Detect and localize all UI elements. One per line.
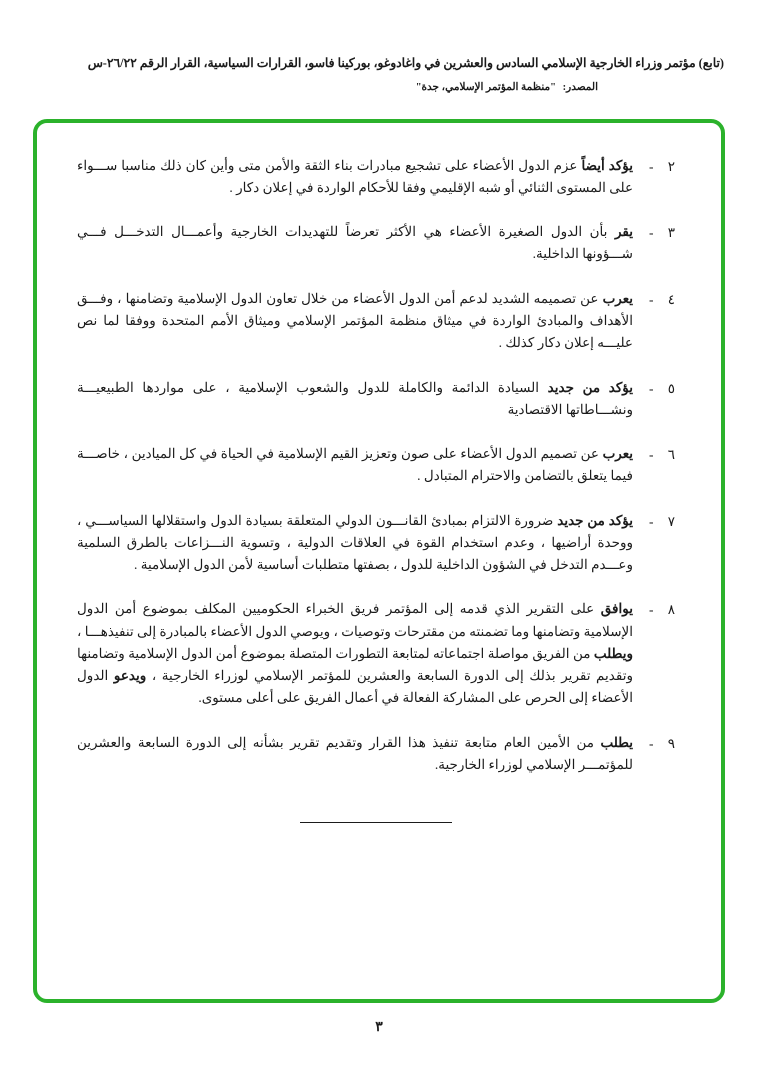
clause-lead-word: يعرب — [602, 290, 633, 306]
source-value: "منظمة المؤتمر الإسلامي، جدة" — [415, 81, 556, 93]
clause-dash: - — [649, 225, 654, 241]
clause-numeral: ٩ — [667, 735, 675, 751]
clause-lead-word: يؤكد أيضاً — [581, 157, 634, 173]
clause-body: عزم الدول الأعضاء على تشجيع مبادرات بناء الثقة والأمن متى وأين كان ذلك مناسبا ســـواء على المستوى الثنائي أو شبه الإقليمي وفقا للأحكام الواردة في إعلان دكار . — [77, 157, 633, 195]
clause-dash: - — [649, 513, 654, 529]
page-number: ٣ — [375, 1019, 383, 1035]
clause-numeral: ٥ — [667, 380, 675, 396]
clause-numeral: ٣ — [667, 225, 675, 241]
clause-numeral: ٢ — [667, 158, 675, 174]
clause-lead-word: يقر — [614, 224, 633, 240]
clause-dash: - — [649, 380, 654, 396]
clause-9-text — [77, 732, 633, 777]
clause-9 — [77, 732, 675, 777]
clause-8-text — [77, 598, 633, 709]
clause-body: الدول الأعضاء إلى الحرص على المشاركة الفعالة في أعمال الفريق على أعلى مستوى. — [77, 668, 633, 706]
clause-numeral: ٧ — [667, 513, 675, 529]
clause-2-text — [77, 155, 633, 200]
clause-body: من الأمين العام متابعة تنفيذ هذا القرار وتقديم تقرير بشأنه إلى الدورة السابعة والعشرين للمؤتمـــر الإسلامي لوزراء الخارجية. — [77, 734, 633, 772]
clause-3-text — [77, 221, 633, 266]
clause-4-number — [649, 288, 675, 355]
clause-5 — [77, 377, 675, 422]
clause-5-number — [649, 377, 675, 422]
clause-2 — [77, 155, 675, 200]
clause-6 — [77, 443, 675, 488]
source-label: المصدر: — [562, 81, 598, 93]
clause-bold-word: ويطلب — [593, 645, 633, 661]
clause-numeral: ٨ — [667, 602, 675, 618]
clause-numeral: ٦ — [667, 447, 675, 463]
clause-dash: - — [649, 291, 654, 307]
clause-body: على التقرير الذي قدمه إلى المؤتمر فريق الخبراء الحكوميين المكلف بموضوع أمن الدول الإسلامية وتضامنها وما تضمنته من مقترحات وتوصيات ، ويوصي الدول الأعضاء بالمبادرة إلى تنفيذهـــا ، — [77, 601, 633, 639]
clause-8-number — [649, 598, 675, 709]
clause-body: ضرورة الالتزام بمبادئ القانـــون الدولي المتعلقة بسيادة الدول واستقلالها السياســـي ، ووحدة أراضيها ، وعدم استخدام القوة في العلاقات الدولية ، وتسوية النـــزاعات بالطرق السلمية وعـــدم التدخل في الشؤون الداخلية للدول ، بصفتها متطلبات أساسية لأمن الدول الإسلامية . — [77, 512, 633, 573]
resolution-clauses — [77, 155, 675, 777]
clause-3 — [77, 221, 675, 266]
clause-7-number — [649, 510, 675, 577]
clause-5-text — [77, 377, 633, 422]
clause-body: بأن الدول الصغيرة الأعضاء هي الأكثر تعرضاً للتهديدات الخارجية وأعمـــال التدخـــل فـــي شـــؤونها الداخلية. — [77, 224, 633, 262]
clause-lead-word: يعرب — [602, 446, 633, 462]
clause-7 — [77, 510, 675, 577]
clause-lead-word: يؤكد من جديد — [547, 379, 633, 395]
end-separator-line — [300, 822, 452, 823]
clause-dash: - — [649, 158, 654, 174]
clause-numeral: ٤ — [667, 291, 675, 307]
clause-body: عن تصميم الدول الأعضاء على صون وتعزيز القيم الإسلامية في الحياة في كل الميادين ، خاصـــة فيما يتعلق بالتضامن والاحترام المتبادل . — [77, 446, 633, 484]
document-header — [0, 54, 758, 93]
clause-9-number — [649, 732, 675, 777]
clause-4 — [77, 288, 675, 355]
clause-body: السيادة الدائمة والكاملة للدول والشعوب الإسلامية ، على مواردها الطبيعيـــة ونشـــاطاتها الاقتصادية — [77, 379, 633, 417]
clause-3-number — [649, 221, 675, 266]
clause-dash: - — [649, 447, 654, 463]
clause-body: عن تصميمه الشديد لدعم أمن الدول الأعضاء من خلال تعاون الدول الإسلامية وتضامنها ، وفـــق الأهداف والمبادئ الواردة في ميثاق منظمة المؤتمر الإسلامي وميثاق الأمم المتحدة ووفقا لما نص عليـــه إعلان دكار كذلك . — [77, 290, 633, 351]
clause-6-number — [649, 443, 675, 488]
clause-8 — [77, 598, 675, 709]
clause-lead-word: يطلب — [600, 734, 633, 750]
clause-dash: - — [649, 602, 654, 618]
clause-4-text — [77, 288, 633, 355]
clause-lead-word: يؤكد من جديد — [557, 512, 633, 528]
document-title: (تابع) مؤتمر وزراء الخارجية الإسلامي السادس والعشرين في واغادوغو، بوركينا فاسو، القرارات السياسية، القرار الرقم ٢٦/٢٢-س — [87, 56, 724, 70]
resolution-border-box — [33, 119, 725, 1003]
clause-7-text — [77, 510, 633, 577]
clause-2-number — [649, 155, 675, 200]
clause-body: من الفريق مواصلة اجتماعاته لمتابعة التطورات المتصلة بموضوع أمن الدول الإسلامية وتضامنها وتقديم تقرير بذلك إلى الدورة السابعة والعشرين للمؤتمر الإسلامي لوزراء الخارجية ، — [77, 645, 633, 684]
clause-bold-word: ويدعو — [113, 668, 147, 684]
document-source-line — [0, 81, 758, 93]
clause-lead-word: يوافق — [600, 601, 633, 617]
clause-6-text — [77, 443, 633, 488]
clause-dash: - — [649, 735, 654, 751]
